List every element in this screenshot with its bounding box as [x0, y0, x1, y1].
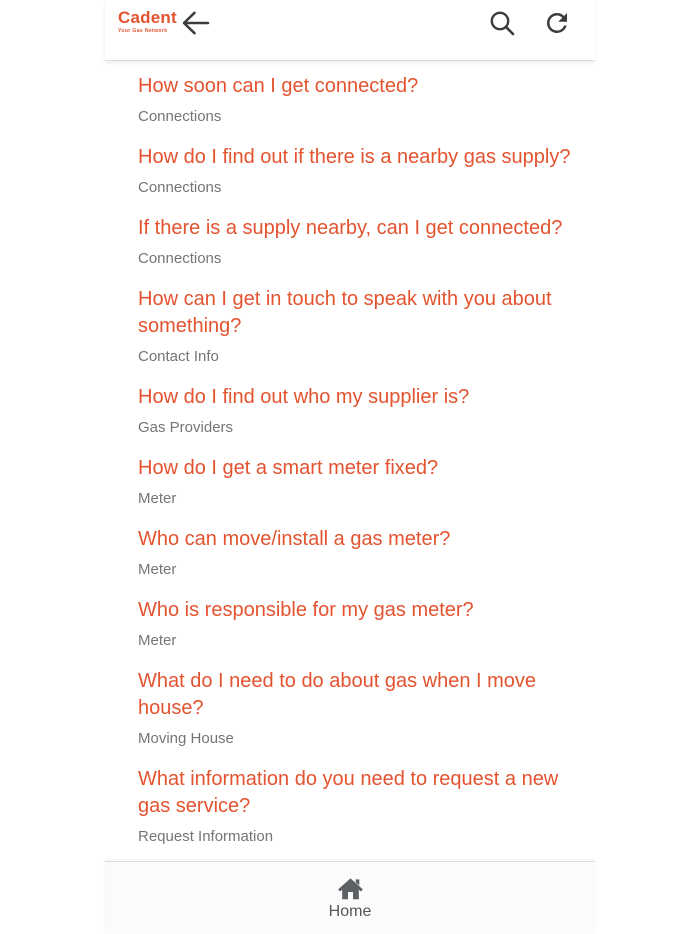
logo-tagline: Your Gas Network: [118, 28, 168, 34]
faq-question: What do I need to do about gas when I move house?: [138, 670, 537, 719]
back-button[interactable]: [177, 5, 213, 41]
faq-question: How can I get in touch to speak with you about something?: [138, 288, 552, 337]
faq-question: What information do you need to request a new gas service?: [138, 768, 559, 817]
faq-category: Connections: [138, 179, 222, 196]
faq-category: Gas Providers: [138, 419, 234, 436]
faq-category: Moving House: [138, 730, 234, 747]
faq-question: How soon can I get connected?: [138, 75, 419, 97]
faq-question: How do I find out if there is a nearby gas supply?: [138, 146, 571, 168]
arrow-left-icon: [180, 10, 210, 36]
faq-question: How do I get a smart meter fixed?: [138, 457, 439, 479]
faq-item[interactable]: [138, 447, 589, 518]
faq-question: Who can move/install a gas meter?: [138, 528, 451, 550]
nav-item-label: Home: [328, 902, 372, 920]
home-icon: [337, 876, 364, 901]
faq-item[interactable]: [138, 660, 589, 758]
nav-item-home[interactable]: [329, 876, 372, 921]
faq-item[interactable]: [138, 376, 589, 447]
logo-name: Cadent: [118, 8, 177, 27]
faq-question: If there is a supply nearby, can I get connected?: [138, 217, 563, 239]
faq-question: How do I find out who my supplier is?: [138, 386, 470, 408]
faq-question: Who is responsible for my gas meter?: [138, 599, 474, 621]
faq-item[interactable]: [138, 278, 589, 376]
search-icon: [488, 9, 516, 37]
refresh-button[interactable]: [539, 5, 575, 41]
faq-category: Meter: [138, 490, 177, 507]
faq-category: Contact Info: [138, 348, 219, 365]
app-bar: [105, 0, 595, 61]
faq-item[interactable]: [138, 518, 589, 589]
faq-category: Connections: [138, 250, 222, 267]
faq-category: Connections: [138, 108, 222, 125]
bottom-nav: [105, 861, 595, 934]
search-button[interactable]: [484, 5, 520, 41]
faq-category: Meter: [138, 632, 177, 649]
refresh-icon: [542, 8, 572, 38]
faq-item[interactable]: [138, 758, 589, 856]
faq-item[interactable]: [138, 589, 589, 660]
faq-category: Request Information: [138, 828, 274, 845]
faq-item[interactable]: [138, 136, 589, 207]
cadent-logo: [118, 9, 177, 34]
app-screen: [105, 0, 595, 934]
faq-item[interactable]: [138, 65, 589, 136]
faq-category: Meter: [138, 561, 177, 578]
faq-list: [105, 61, 595, 861]
faq-item[interactable]: [138, 207, 589, 278]
